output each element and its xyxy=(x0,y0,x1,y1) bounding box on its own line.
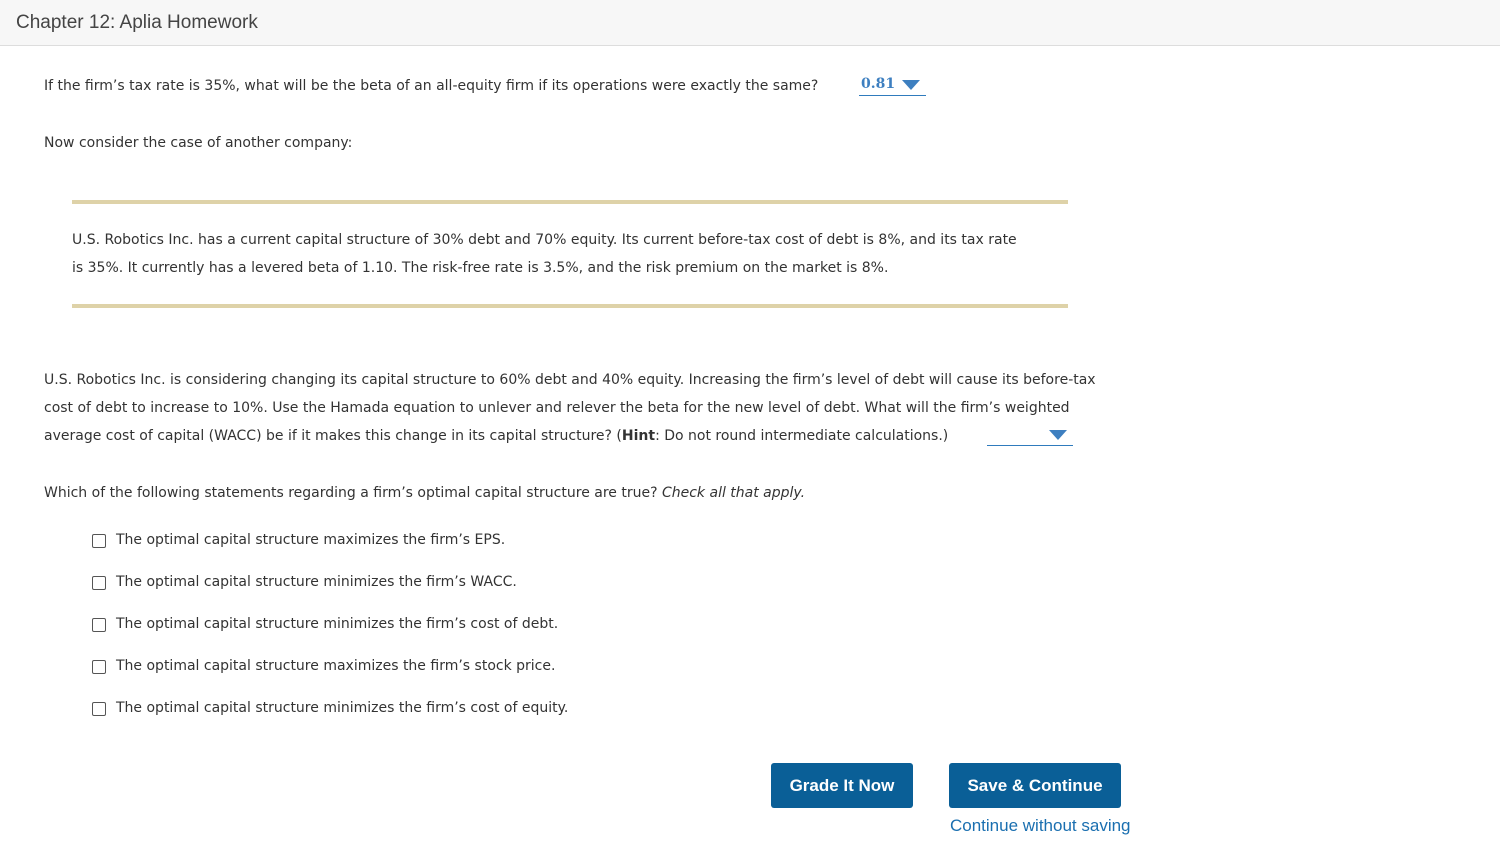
checkbox[interactable] xyxy=(92,534,106,548)
intro-text: Now consider the case of another company: xyxy=(44,135,353,151)
beta-unlevered-dropdown[interactable] xyxy=(859,75,926,96)
continue-without-saving-link[interactable]: Continue without saving xyxy=(950,816,1131,835)
option-label: The optimal capital structure minimizes the firm’s cost of debt. xyxy=(116,616,559,632)
option-label: The optimal capital structure maximizes the firm’s EPS. xyxy=(116,532,506,548)
page-header xyxy=(0,0,1500,46)
option-label: The optimal capital structure minimizes the firm’s cost of equity. xyxy=(116,700,569,716)
chevron-down-icon xyxy=(902,80,920,90)
case-line-2: is 35%. It currently has a levered beta of 1.10. The risk-free rate is 3.5%, and the risk premium on the market is 8%. xyxy=(72,260,889,276)
case-top-rule xyxy=(72,200,1068,204)
question-3-instruction: Check all that apply. xyxy=(661,485,806,501)
save-and-continue-button[interactable]: Save & Continue xyxy=(949,763,1121,808)
question-3-prompt: Which of the following statements regarding a firm’s optimal capital structure are true? xyxy=(44,485,658,501)
checkbox[interactable] xyxy=(92,576,106,590)
wacc-dropdown[interactable] xyxy=(987,425,1073,446)
question-2-line-3 xyxy=(44,422,948,450)
case-bottom-rule xyxy=(72,304,1068,308)
question-2-line-3-suffix: : Do not round intermediate calculations.) xyxy=(655,428,949,444)
option-label: The optimal capital structure minimizes the firm’s WACC. xyxy=(116,574,517,590)
chevron-down-icon xyxy=(1049,430,1067,440)
option-label: The optimal capital structure maximizes the firm’s stock price. xyxy=(116,658,556,674)
question-2-line-3-prefix: average cost of capital (WACC) be if it makes this change in its capital structure? ( xyxy=(44,428,622,444)
question-3-text xyxy=(44,479,805,507)
grade-it-now-button[interactable]: Grade It Now xyxy=(771,763,913,808)
checkbox[interactable] xyxy=(92,702,106,716)
question-2-line-2: cost of debt to increase to 10%. Use the Hamada equation to unlever and relever the beta for the new level of debt. What will the firm’s weighted xyxy=(44,400,1070,416)
page-title: Chapter 12: Aplia Homework xyxy=(16,12,258,33)
question-1-text: If the firm’s tax rate is 35%, what will be the beta of an all-equity firm if its operations were exactly the same? xyxy=(44,78,819,94)
beta-unlevered-value: 0.81 xyxy=(861,76,896,92)
checkbox[interactable] xyxy=(92,618,106,632)
question-2-line-1: U.S. Robotics Inc. is considering changing its capital structure to 60% debt and 40% equity. Increasing the firm’s level of debt will cause its before-tax xyxy=(44,372,1096,388)
hint-label: Hint xyxy=(621,428,656,444)
checkbox[interactable] xyxy=(92,660,106,674)
case-line-1: U.S. Robotics Inc. has a current capital structure of 30% debt and 70% equity. Its current before-tax cost of debt is 8%, and its tax rate xyxy=(72,232,1017,248)
